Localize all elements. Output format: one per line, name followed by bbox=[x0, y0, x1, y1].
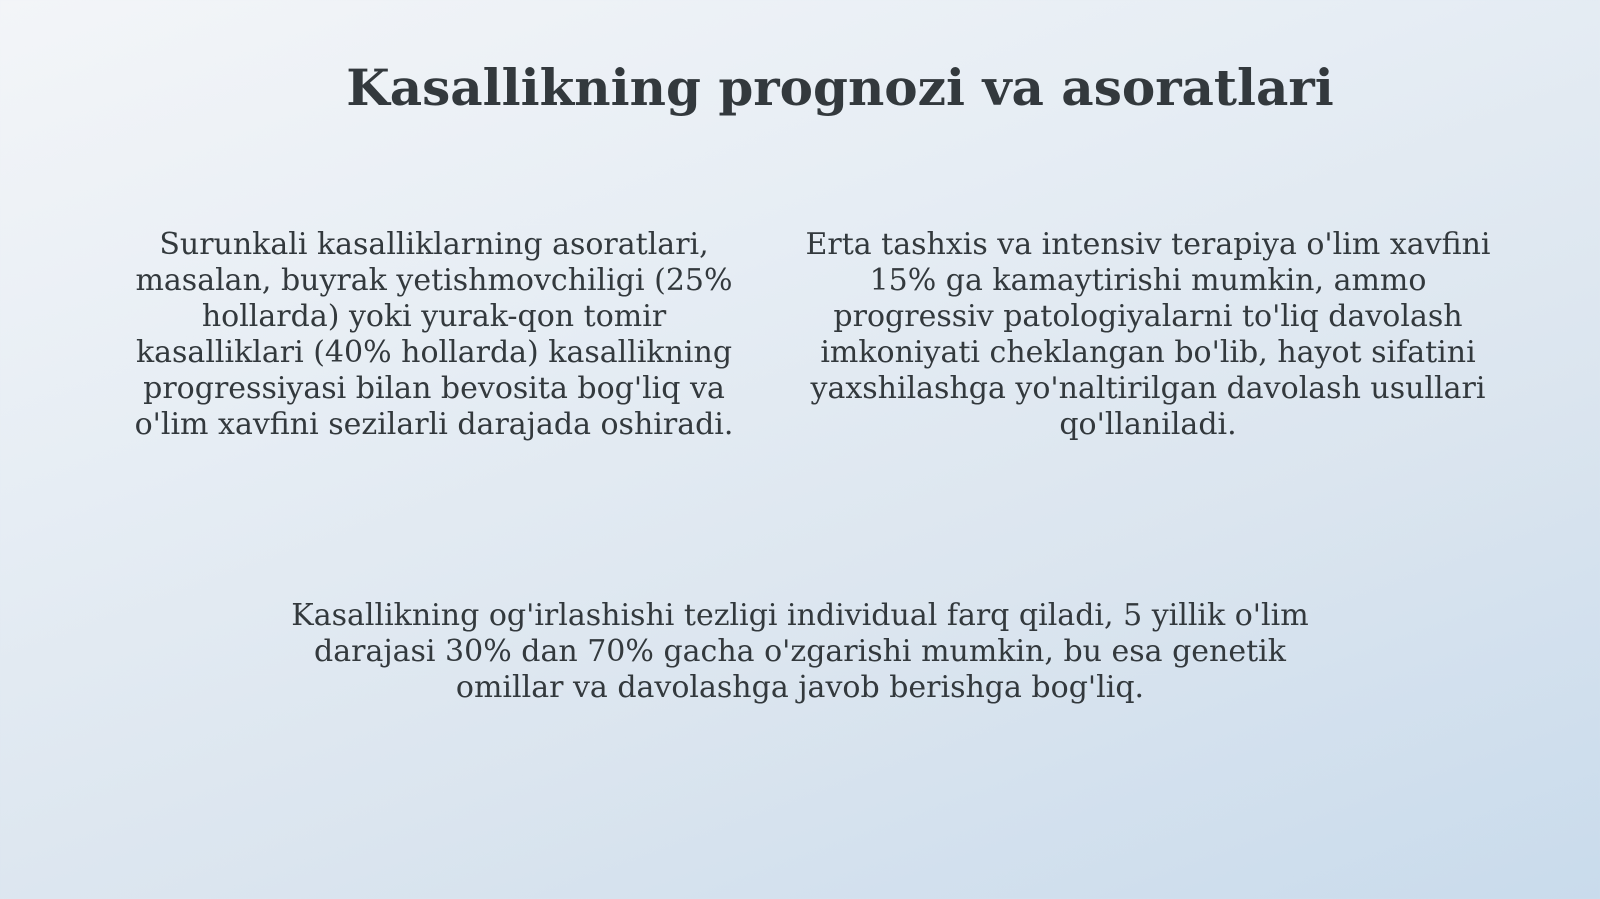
paragraph-left: Surunkali kasalliklarning asoratlari, masalan, buyrak yetishmovchiligi (25% hollarda) yoki yurak-qon tomir kasalliklari (40% hollarda) kasallikning progressiyasi bilan bevosita bog'liq va o'lim xavfini sezilarli darajada oshiradi. bbox=[134, 227, 734, 442]
paragraph-right: Erta tashxis va intensiv terapiya o'lim xavfini 15% ga kamaytirishi mumkin, ammo progressiv patologiyalarni to'liq davolash imkoniyati cheklangan bo'lib, hayot sifatini yaxshilashga yo'naltirilgan davolash usullari qo'llaniladi. bbox=[805, 227, 1491, 442]
slide-title: Kasallikning prognozi va asoratlari bbox=[346, 58, 1334, 117]
paragraph-bottom: Kasallikning og'irlashishi tezligi individual farq qiladi, 5 yillik o'lim darajasi 30% dan 70% gacha o'zgarishi mumkin, bu esa genetik omillar va davolashga javob berishga bog'liq. bbox=[291, 598, 1309, 705]
